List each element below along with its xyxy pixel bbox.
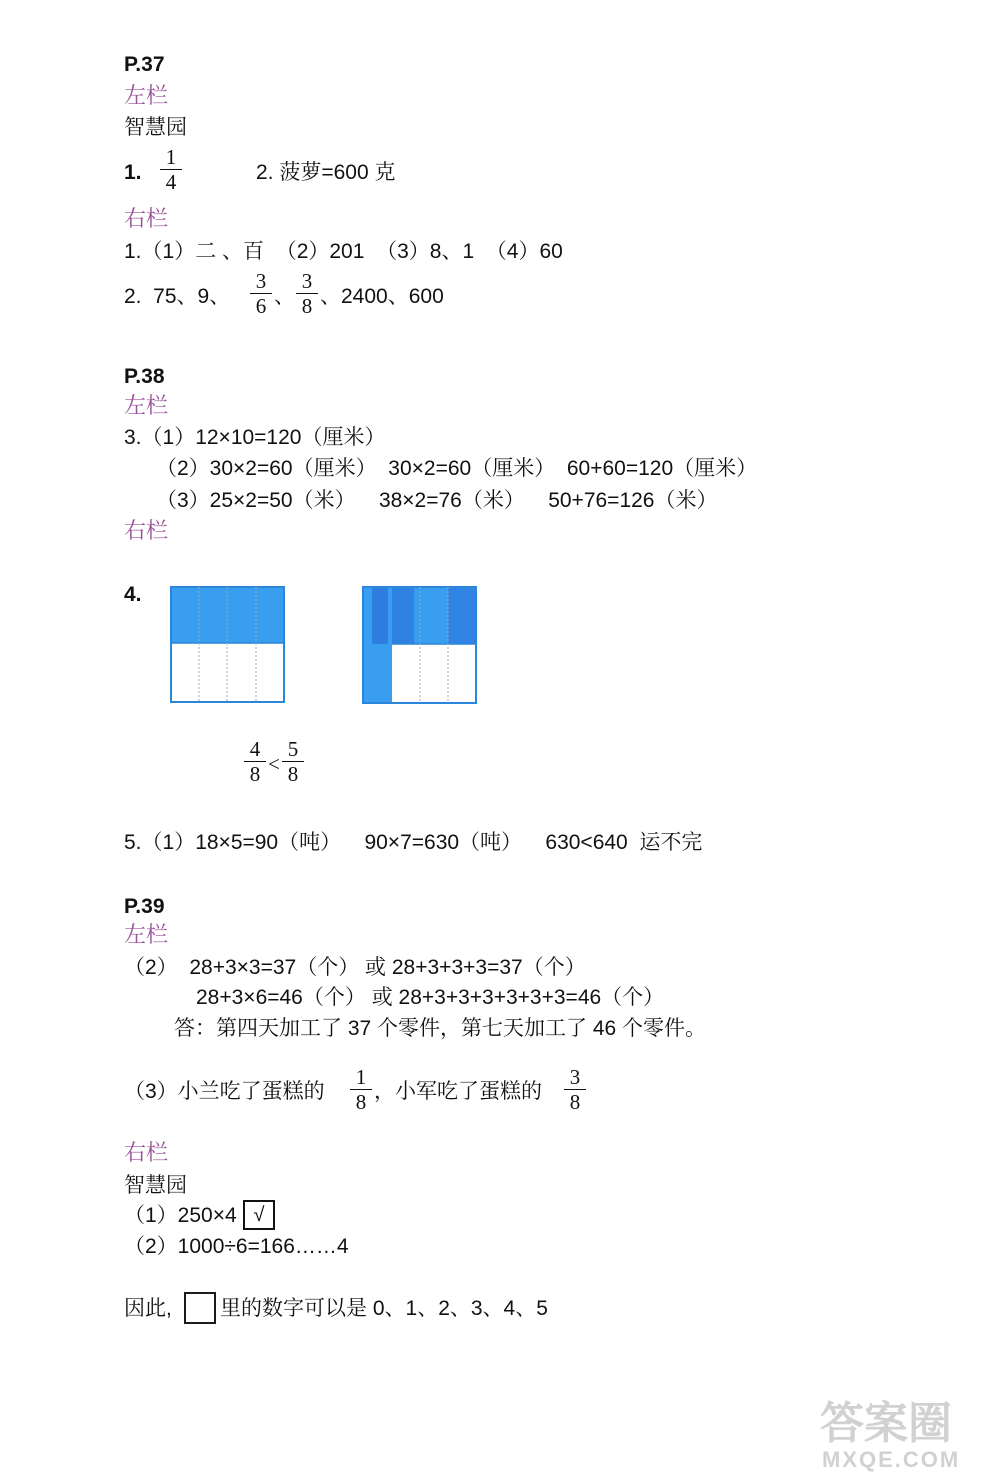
answer-text: （3）小兰吃了蛋糕的	[124, 1080, 325, 1103]
left-column-label: 左栏	[124, 923, 169, 948]
shaded-region	[363, 644, 392, 703]
shaded-region	[372, 587, 388, 644]
page-heading-p39: P.39	[124, 895, 165, 918]
answer-text: ，小军吃了蛋糕的	[374, 1080, 542, 1103]
fraction-3-8: 3 8	[564, 1066, 586, 1113]
fraction-5-8: 5 8	[282, 738, 304, 785]
fraction-diagram-4-8	[170, 586, 286, 704]
answer-text: （2）1000÷6=166……4	[124, 1235, 349, 1258]
right-column-label: 右栏	[124, 1141, 169, 1166]
watermark-url: MXQE.COM	[822, 1447, 961, 1472]
answer-text: 2. 75、9、	[124, 285, 231, 308]
blank-box	[184, 1292, 216, 1324]
answer-text: 1.（1）二 、百 （2）201 （3）8、1 （4）60	[124, 240, 563, 263]
answer-text: （2）30×2=60（厘米） 30×2=60（厘米） 60+60=120（厘米）	[156, 457, 758, 480]
section-title: 智慧园	[124, 115, 187, 139]
answer-text: 3.（1）12×10=120（厘米）	[124, 426, 386, 449]
page-heading-p37: P.37	[124, 53, 165, 76]
right-column-label: 右栏	[124, 519, 169, 544]
answer-text: （2） 28+3×3=37（个） 或 28+3+3+3=37（个）	[124, 956, 586, 979]
fraction-1-8: 1 8	[350, 1066, 372, 1113]
answer-text: 、2400、600	[320, 285, 444, 308]
left-column-label: 左栏	[124, 84, 169, 109]
answer-text: 2. 菠萝=600 克	[256, 161, 396, 184]
check-box: √	[243, 1200, 275, 1230]
answer-text: 28+3×6=46（个） 或 28+3+3+3+3+3+3=46（个）	[196, 986, 665, 1009]
section-title: 智慧园	[124, 1173, 187, 1197]
answer-text: （1）250×4	[124, 1204, 237, 1227]
fraction-3-6: 3 6	[250, 270, 272, 317]
right-column-label: 右栏	[124, 207, 169, 232]
shaded-region	[392, 587, 414, 644]
answer-sentence: 答：第四天加工了 37 个零件，第七天加工了 46 个零件。	[174, 1017, 707, 1040]
left-column-label: 左栏	[124, 394, 169, 419]
separator-text: 、	[274, 285, 295, 308]
answer-text: 里的数字可以是 0、1、2、3、4、5	[220, 1297, 548, 1320]
answer-text: 5.（1）18×5=90（吨） 90×7=630（吨） 630<640 运不完	[124, 831, 703, 854]
fraction-3-8: 3 8	[296, 270, 318, 317]
fraction-1-4: 1 4	[160, 146, 182, 193]
answer-text: 因此,	[124, 1297, 172, 1320]
watermark-logo: 答案圈	[820, 1398, 952, 1449]
question-number: 4.	[124, 583, 142, 606]
answer-text: （3）25×2=50（米） 38×2=76（米） 50+76=126（米）	[156, 489, 718, 512]
question-number: 1.	[124, 161, 142, 184]
page-heading-p38: P.38	[124, 365, 165, 388]
fraction-diagram-5-8	[362, 586, 478, 706]
less-than-sign: <	[268, 752, 280, 776]
shaded-region	[448, 587, 476, 644]
fraction-4-8: 4 8	[244, 738, 266, 785]
